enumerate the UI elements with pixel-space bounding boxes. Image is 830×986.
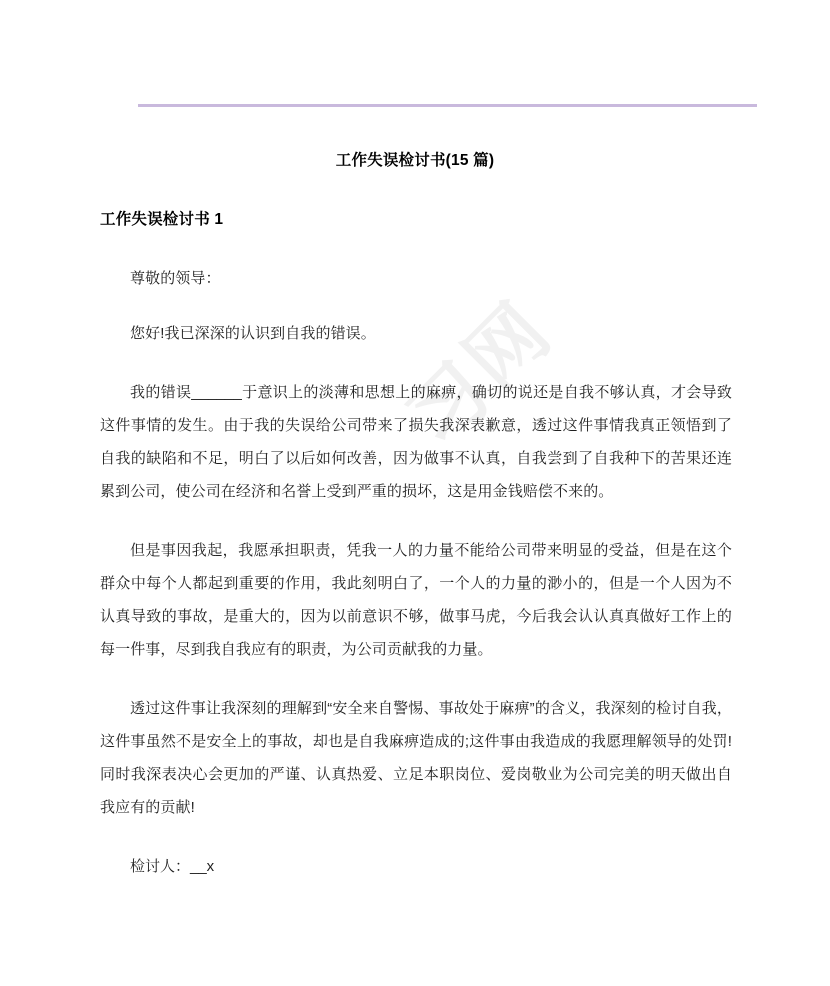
page-title: 工作失误检讨书(15 篇)	[335, 152, 495, 169]
paragraph-greeting: 您好!我已深深的认识到自我的错误。	[130, 325, 376, 342]
section-heading: 工作失误检讨书 1	[100, 211, 224, 228]
signature-line: 检讨人：__x	[130, 858, 215, 875]
paragraph-salutation: 尊敬的领导：	[130, 270, 221, 287]
paragraph-body-3: 透过这件事让我深刻的理解到“安全来自警惕、事故处于麻痹”的含义，我深刻的检讨自我，这件事虽然不是安全上的事故，却也是自我麻痹造成的;这件事由我造成的我愿理解领导的处罚!同时我深表决心会更加的严谨、认真热爱、立足本职岗位、爱岗敬业为公司完美的明天做出自我应有的贡献!	[100, 700, 732, 816]
paragraph-body-1: 我的错误______于意识上的淡薄和思想上的麻痹，确切的说还是自我不够认真，才会导致这件事情的发生。由于我的失误给公司带来了损失我深表歉意，透过这件事情我真正领悟到了自我的缺陷和不足，明白了以后如何改善，因为做事不认真，自我尝到了自我种下的苦果还连累到公司，使公司在经济和名誉上受到严重的损坏，这是用金钱赔偿不来的。	[100, 384, 732, 500]
paragraph-body-2: 但是事因我起，我愿承担职责，凭我一人的力量不能给公司带来明显的受益，但是在这个群众中每个人都起到重要的作用，我此刻明白了，一个人的力量的渺小的，但是一个人因为不认真导致的事故，是重大的，因为以前意识不够，做事马虎，今后我会认认真真做好工作上的每一件事，尽到我自我应有的职责，为公司贡献我的力量。	[100, 542, 732, 658]
watermark-text: 习网	[390, 285, 570, 465]
header-divider	[138, 104, 757, 107]
body-text-block	[100, 262, 732, 883]
